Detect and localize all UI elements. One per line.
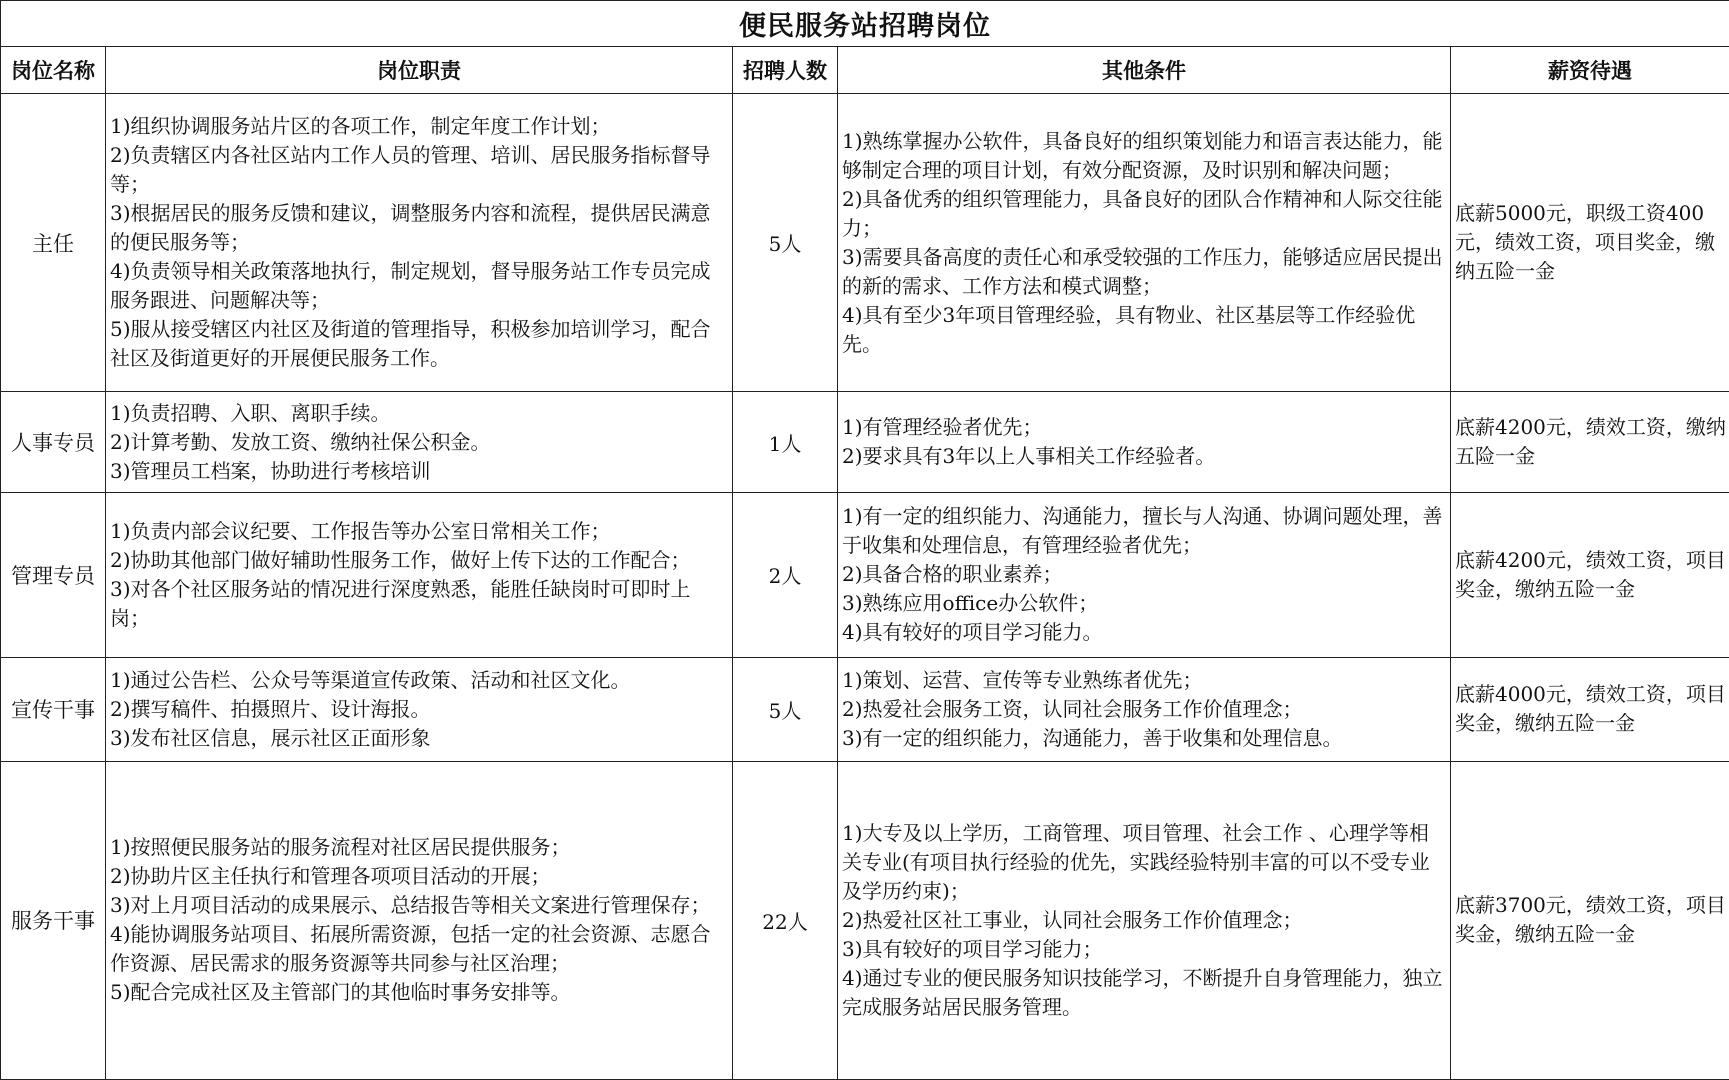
hire-count: 1人 [733, 392, 838, 493]
position-name: 人事专员 [1, 392, 106, 493]
duty-item: 2)协助片区主任执行和管理各项项目活动的开展； [110, 864, 551, 889]
table-row [1, 657, 1729, 761]
salary-cell: 底薪4200元，绩效工资，缴纳五险一金 [1451, 392, 1729, 493]
duty-item: 2)负责辖区内各社区站内工作人员的管理、培训、居民服务指标督导等； [110, 143, 711, 197]
duty-item: 1)负责招聘、入职、离职手续。 [110, 400, 391, 425]
header-position: 岗位名称 [1, 47, 106, 94]
condition-item: 1)大专及以上学历，工商管理、项目管理、社会工作 、心理学等相关专业(有项目执行经验的优先，实践经验特别丰富的可以不受专业及学历约束)； [842, 820, 1430, 903]
condition-item: 2)热爱社区社工事业，认同社会服务工作价值理念； [842, 907, 1303, 932]
duty-item: 1)负责内部会议纪要、工作报告等办公室日常相关工作； [110, 518, 611, 543]
condition-item: 1)有管理经验者优先； [842, 415, 1043, 440]
table-row [1, 94, 1729, 392]
condition-item: 2)热爱社会服务工资，认同社会服务工作价值理念； [842, 696, 1303, 721]
conditions-cell [838, 493, 1451, 657]
duties-cell [106, 493, 733, 657]
duty-item: 1)按照便民服务站的服务流程对社区居民提供服务； [110, 835, 571, 860]
position-name: 宣传干事 [1, 657, 106, 761]
salary-cell: 底薪3700元，绩效工资，项目奖金，缴纳五险一金 [1451, 761, 1729, 1079]
duty-item: 4)负责领导相关政策落地执行，制定规划，督导服务站工作专员完成服务跟进、问题解决等； [110, 259, 711, 313]
condition-item: 4)具有至少3年项目管理经验，具有物业、社区基层等工作经验优先。 [842, 302, 1416, 356]
condition-item: 2)要求具有3年以上人事相关工作经验者。 [842, 444, 1216, 469]
duty-item: 2)协助其他部门做好辅助性服务工作，做好上传下达的工作配合； [110, 547, 691, 572]
salary-cell: 底薪4200元，绩效工资，项目奖金，缴纳五险一金 [1451, 493, 1729, 657]
condition-item: 3)具有较好的项目学习能力； [842, 936, 1103, 961]
duties-cell [106, 392, 733, 493]
salary-cell: 底薪4000元，绩效工资，项目奖金，缴纳五险一金 [1451, 657, 1729, 761]
condition-item: 1)有一定的组织能力、沟通能力，擅长与人沟通、协调问题处理，善于收集和处理信息，有管理经验者优先； [842, 504, 1443, 558]
duty-item: 1)通过公告栏、公众号等渠道宣传政策、活动和社区文化。 [110, 667, 631, 692]
duty-item: 5)配合完成社区及主管部门的其他临时事务安排等。 [110, 980, 571, 1005]
duty-item: 3)发布社区信息，展示社区正面形象 [110, 725, 431, 750]
position-name: 主任 [1, 94, 106, 392]
header-row [1, 47, 1729, 94]
duty-item: 3)对上月项目活动的成果展示、总结报告等相关文案进行管理保存； [110, 893, 711, 918]
duties-cell [106, 761, 733, 1079]
duties-cell [106, 94, 733, 392]
position-name: 管理专员 [1, 493, 106, 657]
table-row [1, 761, 1729, 1079]
header-count: 招聘人数 [733, 47, 838, 94]
condition-item: 3)有一定的组织能力，沟通能力，善于收集和处理信息。 [842, 725, 1343, 750]
table-row [1, 493, 1729, 657]
duty-item: 2)计算考勤、发放工资、缴纳社保公积金。 [110, 429, 491, 454]
salary-cell: 底薪5000元，职级工资400元，绩效工资，项目奖金，缴纳五险一金 [1451, 94, 1729, 392]
conditions-cell [838, 392, 1451, 493]
duty-item: 3)根据居民的服务反馈和建议，调整服务内容和流程，提供居民满意的便民服务等； [110, 201, 711, 255]
conditions-cell [838, 657, 1451, 761]
duty-item: 2)撰写稿件、拍摄照片、设计海报。 [110, 696, 431, 721]
condition-item: 3)熟练应用office办公软件； [842, 591, 1099, 616]
hire-count: 5人 [733, 94, 838, 392]
conditions-cell [838, 94, 1451, 392]
condition-item: 4)通过专业的便民服务知识技能学习，不断提升自身管理能力，独立完成服务站居民服务管理。 [842, 965, 1443, 1019]
header-conditions: 其他条件 [838, 47, 1451, 94]
hire-count: 22人 [733, 761, 838, 1079]
condition-item: 4)具有较好的项目学习能力。 [842, 620, 1103, 645]
conditions-cell [838, 761, 1451, 1079]
duty-item: 3)管理员工档案，协助进行考核培训 [110, 458, 431, 483]
hire-count: 5人 [733, 657, 838, 761]
condition-item: 2)具备优秀的组织管理能力，具备良好的团队合作精神和人际交往能力； [842, 186, 1443, 240]
duty-item: 4)能协调服务站项目、拓展所需资源，包括一定的社会资源、志愿合作资源、居民需求的服务资源等共同参与社区治理； [110, 922, 711, 976]
duties-cell [106, 657, 733, 761]
header-salary: 薪资待遇 [1451, 47, 1729, 94]
duty-item: 3)对各个社区服务站的情况进行深度熟悉，能胜任缺岗时可即时上岗； [110, 576, 691, 630]
condition-item: 1)策划、运营、宣传等专业熟练者优先； [842, 667, 1203, 692]
condition-item: 3)需要具备高度的责任心和承受较强的工作压力，能够适应居民提出的新的需求、工作方法和模式调整； [842, 244, 1443, 298]
table-title: 便民服务站招聘岗位 [1, 1, 1729, 47]
header-duties: 岗位职责 [106, 47, 733, 94]
position-name: 服务干事 [1, 761, 106, 1079]
table-row [1, 392, 1729, 493]
duty-item: 1)组织协调服务站片区的各项工作，制定年度工作计划； [110, 114, 611, 139]
condition-item: 1)熟练掌握办公软件，具备良好的组织策划能力和语言表达能力，能够制定合理的项目计划，有效分配资源，及时识别和解决问题； [842, 128, 1443, 182]
condition-item: 2)具备合格的职业素养； [842, 562, 1063, 587]
hire-count: 2人 [733, 493, 838, 657]
duty-item: 5)服从接受辖区内社区及街道的管理指导，积极参加培训学习，配合社区及街道更好的开展便民服务工作。 [110, 317, 711, 371]
